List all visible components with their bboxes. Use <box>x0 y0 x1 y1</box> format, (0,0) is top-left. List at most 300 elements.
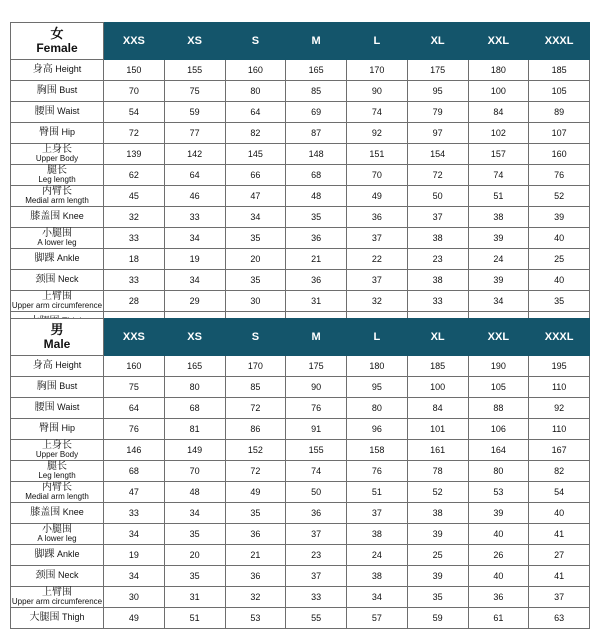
measure-value: 38 <box>407 228 468 249</box>
male-table-body <box>11 319 590 629</box>
measure-value: 33 <box>286 587 347 608</box>
measure-value: 36 <box>286 503 347 524</box>
measure-value: 180 <box>347 356 408 377</box>
measure-value: 72 <box>225 461 286 482</box>
measure-value: 34 <box>104 566 165 587</box>
measure-value: 77 <box>164 123 225 144</box>
measure-value: 72 <box>104 123 165 144</box>
female-measure-label-11 <box>11 291 104 312</box>
measure-value: 75 <box>164 81 225 102</box>
measure-value: 36 <box>225 566 286 587</box>
table-row <box>11 398 590 419</box>
male-size-header-xxl: XXL <box>468 319 529 356</box>
measure-value: 39 <box>468 228 529 249</box>
measure-value: 152 <box>225 440 286 461</box>
measure-value: 23 <box>407 249 468 270</box>
measure-value: 35 <box>529 291 590 312</box>
measure-label-cn: 身高 <box>32 63 53 75</box>
measure-value: 32 <box>225 587 286 608</box>
measure-value: 49 <box>347 186 408 207</box>
measure-value: 57 <box>347 608 408 629</box>
measure-value: 105 <box>529 81 590 102</box>
measure-value: 23 <box>286 545 347 566</box>
measure-value: 195 <box>529 356 590 377</box>
measure-value: 35 <box>225 503 286 524</box>
female-measure-label-7 <box>11 207 104 228</box>
female-measure-label-0 <box>11 60 104 81</box>
measure-value: 64 <box>164 165 225 186</box>
male-measure-label-11 <box>11 587 104 608</box>
measure-value: 158 <box>347 440 408 461</box>
table-row <box>11 440 590 461</box>
female-measure-label-2 <box>11 102 104 123</box>
table-row <box>11 270 590 291</box>
measure-value: 50 <box>407 186 468 207</box>
male-measure-label-6 <box>11 482 104 503</box>
measure-value: 110 <box>529 419 590 440</box>
measure-value: 80 <box>468 461 529 482</box>
measure-value: 48 <box>286 186 347 207</box>
female-size-header-xxl: XXL <box>468 23 529 60</box>
measure-value: 63 <box>529 608 590 629</box>
measure-value: 37 <box>529 587 590 608</box>
measure-label-en: Leg length <box>38 175 76 185</box>
measure-value: 34 <box>225 207 286 228</box>
measure-value: 66 <box>225 165 286 186</box>
measure-label-cn: 胸围 <box>36 84 57 96</box>
measure-value: 72 <box>225 398 286 419</box>
measure-value: 74 <box>286 461 347 482</box>
measure-label-en: Medial arm length <box>25 196 89 206</box>
measure-value: 33 <box>104 270 165 291</box>
measure-value: 68 <box>164 398 225 419</box>
measure-value: 40 <box>468 524 529 545</box>
measure-value: 36 <box>286 270 347 291</box>
measure-label-en: A lower leg <box>37 534 77 544</box>
measure-value: 70 <box>164 461 225 482</box>
measure-label-en: Height <box>52 359 82 370</box>
measure-value: 82 <box>529 461 590 482</box>
female-measure-label-10 <box>11 270 104 291</box>
female-header-row <box>11 23 590 60</box>
measure-value: 75 <box>104 377 165 398</box>
measure-value: 24 <box>468 249 529 270</box>
measure-value: 76 <box>286 398 347 419</box>
measure-value: 33 <box>104 228 165 249</box>
measure-value: 39 <box>407 566 468 587</box>
measure-label-cn: 腿长 <box>47 164 67 176</box>
measure-value: 36 <box>286 228 347 249</box>
table-row <box>11 60 590 81</box>
table-row <box>11 587 590 608</box>
measure-value: 53 <box>225 608 286 629</box>
measure-value: 155 <box>164 60 225 81</box>
measure-value: 84 <box>407 398 468 419</box>
measure-value: 102 <box>468 123 529 144</box>
measure-value: 85 <box>225 377 286 398</box>
female-measure-label-6 <box>11 186 104 207</box>
measure-value: 105 <box>468 377 529 398</box>
female-size-header-xs: XS <box>164 23 225 60</box>
male-measure-label-4 <box>11 440 104 461</box>
measure-value: 80 <box>225 81 286 102</box>
measure-value: 32 <box>347 291 408 312</box>
male-size-header-xxxl: XXXL <box>529 319 590 356</box>
measure-value: 167 <box>529 440 590 461</box>
measure-value: 37 <box>347 503 408 524</box>
measure-label-en: Bust <box>56 380 78 391</box>
measure-value: 62 <box>104 165 165 186</box>
female-measure-label-1 <box>11 81 104 102</box>
measure-label-cn: 上身长 <box>42 143 72 155</box>
measure-value: 36 <box>225 524 286 545</box>
measure-value: 165 <box>286 60 347 81</box>
measure-value: 150 <box>104 60 165 81</box>
measure-value: 20 <box>164 545 225 566</box>
measure-label-en: Neck <box>55 273 79 284</box>
measure-value: 100 <box>407 377 468 398</box>
table-row <box>11 249 590 270</box>
table-row <box>11 207 590 228</box>
measure-value: 34 <box>347 587 408 608</box>
male-size-header-m: M <box>286 319 347 356</box>
measure-value: 37 <box>286 524 347 545</box>
measure-value: 86 <box>225 419 286 440</box>
measure-value: 68 <box>104 461 165 482</box>
measure-value: 39 <box>468 503 529 524</box>
measure-label-cn: 脚踝 <box>34 548 55 560</box>
measure-value: 24 <box>347 545 408 566</box>
female-size-header-xxxl: XXXL <box>529 23 590 60</box>
measure-value: 40 <box>529 270 590 291</box>
measure-label-cn: 脚踝 <box>34 252 55 264</box>
measure-value: 185 <box>529 60 590 81</box>
measure-value: 72 <box>407 165 468 186</box>
measure-label-cn: 小腿围 <box>42 227 72 239</box>
measure-label-en: A lower leg <box>37 238 77 248</box>
measure-value: 47 <box>104 482 165 503</box>
measure-value: 59 <box>407 608 468 629</box>
measure-value: 81 <box>164 419 225 440</box>
measure-value: 37 <box>347 228 408 249</box>
male-size-header-l: L <box>347 319 408 356</box>
measure-value: 46 <box>164 186 225 207</box>
measure-value: 33 <box>164 207 225 228</box>
measure-value: 32 <box>104 207 165 228</box>
measure-value: 170 <box>225 356 286 377</box>
measure-value: 38 <box>468 207 529 228</box>
measure-label-en: Thigh <box>59 611 85 622</box>
table-row <box>11 123 590 144</box>
measure-value: 37 <box>407 207 468 228</box>
female-table-body <box>11 23 590 333</box>
measure-value: 34 <box>164 503 225 524</box>
table-row <box>11 482 590 503</box>
measure-label-en: Ankle <box>54 252 80 263</box>
measure-value: 37 <box>286 566 347 587</box>
measure-value: 148 <box>286 144 347 165</box>
measure-value: 29 <box>164 291 225 312</box>
measure-value: 70 <box>347 165 408 186</box>
measure-value: 90 <box>347 81 408 102</box>
measure-value: 155 <box>286 440 347 461</box>
female-corner-cell <box>11 23 104 60</box>
measure-value: 95 <box>347 377 408 398</box>
female-size-table <box>10 22 590 333</box>
measure-value: 106 <box>468 419 529 440</box>
measure-value: 38 <box>347 566 408 587</box>
female-size-header-l: L <box>347 23 408 60</box>
measure-value: 100 <box>468 81 529 102</box>
measure-value: 40 <box>468 566 529 587</box>
measure-value: 22 <box>347 249 408 270</box>
table-row <box>11 608 590 629</box>
measure-value: 31 <box>286 291 347 312</box>
measure-value: 35 <box>164 524 225 545</box>
measure-value: 68 <box>286 165 347 186</box>
table-row <box>11 377 590 398</box>
measure-value: 35 <box>407 587 468 608</box>
measure-value: 34 <box>164 228 225 249</box>
measure-value: 26 <box>468 545 529 566</box>
measure-value: 39 <box>529 207 590 228</box>
measure-value: 92 <box>529 398 590 419</box>
measure-value: 91 <box>286 419 347 440</box>
measure-value: 34 <box>104 524 165 545</box>
measure-value: 139 <box>104 144 165 165</box>
measure-value: 38 <box>407 503 468 524</box>
measure-label-en: Upper arm circumference <box>11 597 103 607</box>
measure-value: 142 <box>164 144 225 165</box>
measure-value: 40 <box>529 228 590 249</box>
measure-label-en: Neck <box>55 569 79 580</box>
table-row <box>11 291 590 312</box>
male-measure-label-1 <box>11 377 104 398</box>
measure-value: 34 <box>468 291 529 312</box>
table-row <box>11 165 590 186</box>
male-size-chart <box>10 318 590 629</box>
female-measure-label-3 <box>11 123 104 144</box>
measure-value: 145 <box>225 144 286 165</box>
measure-value: 28 <box>104 291 165 312</box>
measure-label-en: Ankle <box>54 548 80 559</box>
measure-value: 89 <box>529 102 590 123</box>
measure-value: 51 <box>164 608 225 629</box>
measure-value: 50 <box>286 482 347 503</box>
measure-value: 30 <box>225 291 286 312</box>
measure-label-cn: 膝盖围 <box>30 210 61 222</box>
measure-value: 36 <box>468 587 529 608</box>
measure-value: 40 <box>529 503 590 524</box>
measure-value: 74 <box>347 102 408 123</box>
measure-value: 164 <box>468 440 529 461</box>
measure-value: 61 <box>468 608 529 629</box>
female-measure-label-9 <box>11 249 104 270</box>
male-measure-label-9 <box>11 545 104 566</box>
measure-label-cn: 上臂围 <box>42 586 72 598</box>
measure-value: 41 <box>529 566 590 587</box>
measure-label-cn: 臀围 <box>38 126 59 138</box>
measure-value: 76 <box>347 461 408 482</box>
male-measure-label-2 <box>11 398 104 419</box>
measure-label-cn: 颈围 <box>35 569 56 581</box>
measure-value: 170 <box>347 60 408 81</box>
measure-label-cn: 臀围 <box>38 422 59 434</box>
table-row <box>11 566 590 587</box>
measure-value: 36 <box>347 207 408 228</box>
measure-value: 39 <box>468 270 529 291</box>
measure-value: 185 <box>407 356 468 377</box>
measure-label-en: Bust <box>56 84 78 95</box>
measure-value: 80 <box>347 398 408 419</box>
measure-label-cn: 身高 <box>32 359 53 371</box>
measure-value: 88 <box>468 398 529 419</box>
table-row <box>11 545 590 566</box>
table-row <box>11 144 590 165</box>
measure-label-cn: 膝盖围 <box>30 506 61 518</box>
measure-value: 101 <box>407 419 468 440</box>
measure-value: 64 <box>225 102 286 123</box>
measure-value: 74 <box>468 165 529 186</box>
measure-value: 151 <box>347 144 408 165</box>
female-measure-label-8 <box>11 228 104 249</box>
measure-label-cn: 腰围 <box>34 105 55 117</box>
measure-value: 38 <box>407 270 468 291</box>
female-size-header-s: S <box>225 23 286 60</box>
measure-value: 49 <box>104 608 165 629</box>
male-measure-label-7 <box>11 503 104 524</box>
measure-value: 30 <box>104 587 165 608</box>
measure-value: 175 <box>407 60 468 81</box>
male-corner-label-en: Male <box>43 336 71 351</box>
measure-value: 154 <box>407 144 468 165</box>
measure-label-cn: 大腿围 <box>29 611 60 623</box>
measure-value: 84 <box>468 102 529 123</box>
measure-value: 49 <box>225 482 286 503</box>
measure-value: 45 <box>104 186 165 207</box>
table-row <box>11 228 590 249</box>
measure-value: 54 <box>104 102 165 123</box>
measure-value: 33 <box>407 291 468 312</box>
measure-label-cn: 上身长 <box>42 439 72 451</box>
female-size-header-xl: XL <box>407 23 468 60</box>
male-size-header-xs: XS <box>164 319 225 356</box>
measure-value: 76 <box>104 419 165 440</box>
measure-value: 48 <box>164 482 225 503</box>
measure-value: 59 <box>164 102 225 123</box>
measure-value: 35 <box>225 228 286 249</box>
measure-value: 19 <box>164 249 225 270</box>
table-row <box>11 186 590 207</box>
female-measure-label-4 <box>11 144 104 165</box>
measure-label-en: Medial arm length <box>25 492 89 502</box>
measure-value: 33 <box>104 503 165 524</box>
measure-label-cn: 小腿围 <box>42 523 72 535</box>
measure-label-en: Hip <box>58 126 75 137</box>
male-measure-label-3 <box>11 419 104 440</box>
measure-label-cn: 颈围 <box>35 273 56 285</box>
male-corner-cell <box>11 319 104 356</box>
measure-value: 160 <box>104 356 165 377</box>
female-size-header-m: M <box>286 23 347 60</box>
measure-value: 175 <box>286 356 347 377</box>
measure-value: 53 <box>468 482 529 503</box>
measure-value: 38 <box>347 524 408 545</box>
measure-value: 27 <box>529 545 590 566</box>
measure-label-cn: 腿长 <box>47 460 67 472</box>
measure-label-en: Leg length <box>38 471 76 481</box>
measure-value: 160 <box>529 144 590 165</box>
male-measure-label-12 <box>11 608 104 629</box>
measure-value: 110 <box>529 377 590 398</box>
measure-value: 190 <box>468 356 529 377</box>
measure-value: 85 <box>286 81 347 102</box>
measure-label-en: Waist <box>54 105 80 116</box>
measure-label-en: Hip <box>58 422 75 433</box>
measure-value: 21 <box>286 249 347 270</box>
measure-value: 69 <box>286 102 347 123</box>
measure-value: 35 <box>286 207 347 228</box>
measure-value: 25 <box>407 545 468 566</box>
male-measure-label-0 <box>11 356 104 377</box>
measure-value: 97 <box>407 123 468 144</box>
male-measure-label-10 <box>11 566 104 587</box>
female-size-header-xxs: XXS <box>104 23 165 60</box>
measure-value: 79 <box>407 102 468 123</box>
male-corner-label-cn: 男 <box>50 321 64 337</box>
measure-label-en: Upper Body <box>35 154 79 164</box>
measure-value: 35 <box>164 566 225 587</box>
measure-label-cn: 上臂围 <box>42 290 72 302</box>
measure-value: 31 <box>164 587 225 608</box>
male-size-table <box>10 318 590 629</box>
measure-value: 21 <box>225 545 286 566</box>
measure-label-en: Upper Body <box>35 450 79 460</box>
measure-value: 35 <box>225 270 286 291</box>
measure-label-en: Knee <box>60 506 84 517</box>
measure-label-cn: 内臂长 <box>42 481 72 493</box>
male-measure-label-5 <box>11 461 104 482</box>
measure-label-en: Waist <box>54 401 80 412</box>
male-header-row <box>11 319 590 356</box>
measure-value: 64 <box>104 398 165 419</box>
measure-value: 92 <box>347 123 408 144</box>
female-corner-label-en: Female <box>36 40 78 55</box>
measure-value: 82 <box>225 123 286 144</box>
table-row <box>11 356 590 377</box>
measure-value: 47 <box>225 186 286 207</box>
measure-value: 78 <box>407 461 468 482</box>
measure-value: 55 <box>286 608 347 629</box>
measure-label-en: Knee <box>60 210 84 221</box>
male-size-header-xxs: XXS <box>104 319 165 356</box>
measure-value: 90 <box>286 377 347 398</box>
measure-value: 20 <box>225 249 286 270</box>
measure-value: 149 <box>164 440 225 461</box>
measure-value: 54 <box>529 482 590 503</box>
measure-value: 25 <box>529 249 590 270</box>
measure-value: 18 <box>104 249 165 270</box>
table-row <box>11 503 590 524</box>
measure-label-cn: 腰围 <box>34 401 55 413</box>
female-measure-label-5 <box>11 165 104 186</box>
table-row <box>11 102 590 123</box>
table-row <box>11 81 590 102</box>
measure-value: 160 <box>225 60 286 81</box>
female-size-chart <box>10 22 590 333</box>
male-size-header-s: S <box>225 319 286 356</box>
measure-value: 107 <box>529 123 590 144</box>
